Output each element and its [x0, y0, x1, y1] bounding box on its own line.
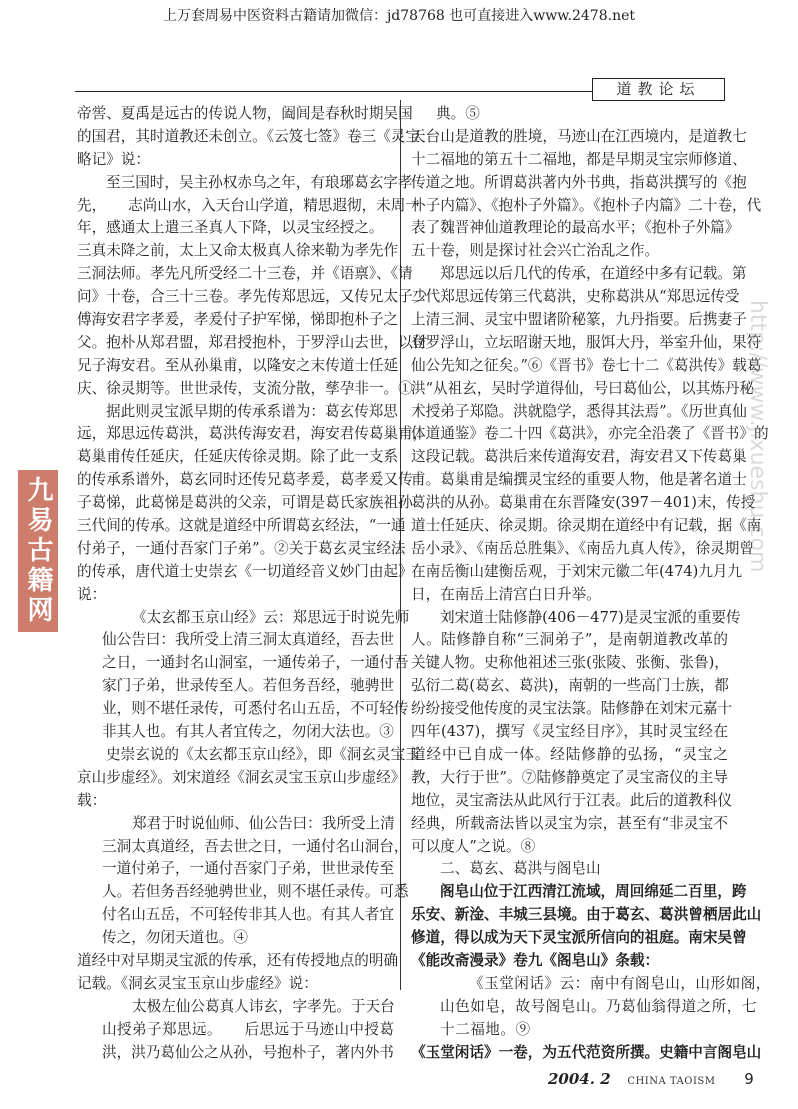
text-line: 问》十卷，合三十三卷。孝先传郑思远，又传兄太子少 [77, 288, 428, 306]
paragraph [411, 881, 762, 973]
text-line: 岳小录》、《南岳总胜集》、《南岳九真人传》，徐灵期曾 [411, 539, 754, 557]
text-line: 洪“从祖玄，吴时学道得仙，号曰葛仙公，以其炼丹秘 [411, 379, 755, 397]
text-line: 先， 志尚山水，入天台山学道，精思遐彻，未周一 [77, 196, 420, 214]
text-line: 的传承，唐代道士史崇玄《一切道经音义妙门由起》 [77, 562, 413, 580]
text-line: 仙公告曰：我所受上清三洞太真道经，吾去世 [102, 631, 394, 649]
text-line: 体道通鉴》卷二十四《葛洪》，亦完全沿袭了《晋书》的 [411, 425, 769, 443]
watermark-banner: 九易古籍网 [18, 470, 58, 632]
text-line: 洪，洪乃葛仙公之从孙，号抱朴子，著内外书 [102, 1043, 394, 1061]
text-line: 据此则灵宝派早期的传承系谱为：葛玄传郑思 [106, 402, 398, 420]
text-line: 三洞法师。孝先凡所受经二十三卷，并《语禀》、《请 [77, 265, 413, 283]
text-line: 略记》说： [77, 150, 150, 168]
text-line: 《玉堂闲话》云：南中有阁皂山，山形如阁， [469, 974, 771, 992]
text-line: 三真未降之前，太上又命太极真人徐来勒为孝先作 [77, 242, 399, 260]
text-line: 在南岳衡山建衡岳观，于刘宋元徽二年(474)九月九 [411, 562, 743, 580]
text-line: 京山步虚经》。刘宋道经《洞玄灵宝玉京山步虚经》 [77, 768, 406, 786]
text-line: 表了魏晋神仙道教理论的最高水平；《抱朴子外篇》 [411, 219, 740, 237]
text-line: 非其人也。有其人者宜传之，勿闭大法也。③ [102, 723, 394, 741]
text-line: 远，郑思远传葛洪，葛洪传海安君，海安君传葛巢甫， [77, 425, 428, 443]
text-line: 朴子内篇》、《抱朴子外篇》。《抱朴子内篇》二十卷，代 [411, 196, 762, 214]
text-line: 的国君，其时道教还未创立。《云笈七签》卷三《灵宝 [77, 127, 420, 145]
block-quote [411, 103, 728, 126]
text-line: 兄子海安君。至从孙巢甫，以隆安之末传道士任延 [77, 356, 399, 374]
text-line: 四年(437)，撰写《灵宝经目序》，其时灵宝经在 [411, 723, 728, 741]
text-line: 说： [77, 585, 107, 603]
text-line: 付弟子，一通付吾家门子弟”。②关于葛玄灵宝经法 [77, 539, 406, 557]
text-line: 十二福地。⑨ [440, 1020, 531, 1038]
text-line: 太极左仙公葛真人讳玄，字孝先。于天台 [132, 997, 395, 1015]
text-line: 道经中已自成一体。经陆修静的弘扬，“灵宝之 [411, 745, 728, 763]
text-line: 帝喾、夏禹是远古的传说人物，阖闾是春秋时期吴国 [77, 105, 413, 122]
text-line: 至三国时，吴主孙权赤乌之年，有琅琊葛玄字孝 [106, 173, 413, 191]
text-line: 弘衍二葛(葛玄、葛洪)，南朝的一些高门士族，都 [411, 677, 729, 695]
paragraph [411, 607, 741, 859]
top-banner-text: 上万套周易中医资料古籍请加微信：jd78768 也可直接进入www.2478.net [162, 8, 636, 24]
text-line: 郑思远以后几代的传承，在道经中多有记载。第 [440, 265, 747, 283]
text-line: 付名山五岳，不可轻传非其人也。有其人者宜 [102, 906, 394, 924]
text-line: 阁皂山位于江西清江流域，周回绵延二百里，跨 [440, 883, 747, 901]
text-line: 经典，所载斋法皆以灵宝为宗，甚至有“非灵宝不 [411, 814, 728, 832]
text-line: 典。⑤ [436, 105, 480, 122]
text-line: 葛洪的从孙。葛巢甫在东晋隆安(397－401)末，传授 [411, 494, 756, 512]
section-label: 道教论坛 [592, 78, 725, 101]
text-line: 一道付弟子，一通付吾家门子弟，世世录传至 [102, 860, 394, 878]
text-line: 《玉堂闲话》一卷，为五代范资所撰。史籍中言阁皂山 [411, 1043, 762, 1061]
text-line: 教，大行于世”。⑦陆修静奠定了灵宝斋仪的主导 [411, 768, 728, 786]
text-line: 关键人物。史称他祖述三张(张陵、张衡、张鲁)， [411, 654, 729, 672]
block-quote [411, 973, 771, 1042]
paragraph [77, 950, 399, 996]
paragraph [77, 240, 428, 400]
text-line: 父。抱朴从郑君盟，郑君授抱朴，于罗浮山去世，以付 [77, 333, 428, 351]
text-line: 二、葛玄、葛洪与阁皂山 [440, 860, 601, 878]
text-line: 十二福地的第五十二福地，都是早期灵宝宗师修道、 [411, 150, 747, 168]
text-line: 乐安、新淦、丰城三县境。由于葛玄、葛洪曾栖居此山 [411, 906, 762, 924]
paragraph [77, 744, 420, 813]
text-line: 的传承系谱外，葛玄同时还传兄葛孝爰，葛孝爰又传 [77, 471, 413, 489]
text-line: 《太玄都玉京山经》云：郑思远于时说先师 [132, 608, 410, 626]
text-line: 业，则不堪任录传，可悉付名山五岳，不可轻传 [102, 700, 409, 718]
text-line: 这段记载。葛洪后来传道海安君，海安君又下传葛巢 [411, 448, 747, 466]
text-line: 甫。葛巢甫是编撰灵宝经的重要人物，他是著名道士 [411, 471, 747, 489]
text-line: 五十卷，则是探讨社会兴亡治乱之作。 [411, 242, 660, 260]
text-line: 庆、徐灵期等。世世录传，支流分散，孳孕非一。① [77, 379, 413, 397]
text-line: 年，感通太上遣三圣真人下降，以灵宝经授之。 [77, 219, 384, 237]
left-column [77, 103, 428, 1064]
text-line: 刘宋道士陆修静(406－477)是灵宝派的重要传 [440, 608, 741, 626]
text-line: 传道之地。所谓葛洪著内外书典，指葛洪撰写的《抱 [411, 173, 747, 191]
text-line: 傅海安君字孝爰，孝爰付子护军悌，悌即抱朴子之 [77, 311, 399, 329]
text-line: 可以度人”之说。⑧ [411, 837, 536, 855]
page-footer [548, 1070, 754, 1091]
paragraph [77, 401, 428, 607]
text-line: 史崇玄说的《太玄都玉京山经》，即《洞玄灵宝玉 [106, 745, 420, 763]
text-line: 纷纷接受他传度的灵宝法箓。陆修静在刘宋元嘉十 [411, 700, 733, 718]
block-quote [77, 172, 420, 241]
text-line: 道经中对早期灵宝派的传承，还有传授地点的明确 [77, 951, 399, 969]
text-line: 日，在南岳上清宫白日升举。 [411, 585, 601, 603]
issue-date: 2004. 2 [548, 1070, 611, 1088]
watermark-url: http://www.jixueshu.com [745, 300, 770, 573]
text-line: 二代郑思远传第三代葛洪，史称葛洪从“郑思远传受 [411, 288, 740, 306]
text-line: 三代间的传承。这就是道经中所谓葛玄经法，“一通 [77, 517, 406, 535]
text-line: 《能改斋漫录》卷九《阁皂山》条载： [411, 951, 660, 969]
text-line: 地位，灵宝斋法从此风行于江表。此后的道教科仪 [411, 791, 733, 809]
text-line: 天台山是道教的胜境，马迹山在江西境内，是道教七 [411, 127, 747, 145]
text-line: 登罗浮山，立坛昭谢天地，服饵大丹，举室升仙，果符 [411, 333, 762, 351]
text-line: 子葛悌，此葛悌是葛洪的父亲，可谓是葛氏家族祖孙 [77, 494, 413, 512]
text-line: 记载。《洞玄灵宝玉京山步虚经》说： [77, 974, 318, 992]
block-quote [77, 607, 410, 744]
block-quote [77, 996, 394, 1065]
text-line: 山授弟子郑思远。 后思远于马迹山中授葛 [102, 1020, 394, 1038]
text-line: 之日，一通封名山洞室，一通传弟子，一通付吾 [102, 654, 409, 672]
block-quote [77, 813, 409, 950]
text-line: 上清三洞、灵宝中盟诸阶秘篆，九丹指要。后携妻子 [411, 311, 747, 329]
text-line: 载： [77, 791, 107, 809]
text-line: 三洞太真道经，吾去世之日，一通付名山洞台， [102, 837, 409, 855]
text-line: 术授弟子郑隐。洪就隐学，悉得其法焉”。《历世真仙 [411, 402, 747, 420]
text-line: 山色如皂，故号阁皂山。乃葛仙翁得道之所，七 [440, 997, 757, 1015]
paragraph [411, 126, 762, 263]
magazine-name: CHINA TAOISM [627, 1076, 716, 1087]
text-line: 家门子弟，世录传至人。若但务吾经，驰骋世 [102, 677, 394, 695]
text-line: 传之，勿闭天道也。④ [102, 929, 248, 947]
page-number: 9 [744, 1070, 754, 1088]
text-line: 郑君于时说仙师、仙公告曰：我所受上清 [132, 814, 395, 832]
text-line: 人。陆修静自称“三洞弟子”，是南朝道教改革的 [411, 631, 728, 649]
text-line: 葛巢甫传任延庆，任延庆传徐灵期。除了此一支系 [77, 448, 399, 466]
paragraph [77, 103, 420, 172]
header-rule [75, 91, 592, 92]
text-line: 道士任延庆、徐灵期。徐灵期在道经中有记载，据《南 [411, 517, 762, 535]
section-heading [411, 858, 728, 881]
text-line: 修道，得以成为天下灵宝派所信向的祖庭。南宋吴曾 [411, 929, 747, 947]
paragraph [411, 1042, 762, 1065]
text-line: 人。若但务吾经驰骋世业，则不堪任录传。可悉 [102, 883, 409, 901]
text-line: 仙公先知之征矣。”⑥《晋书》卷七十二《葛洪传》载葛 [411, 356, 762, 374]
